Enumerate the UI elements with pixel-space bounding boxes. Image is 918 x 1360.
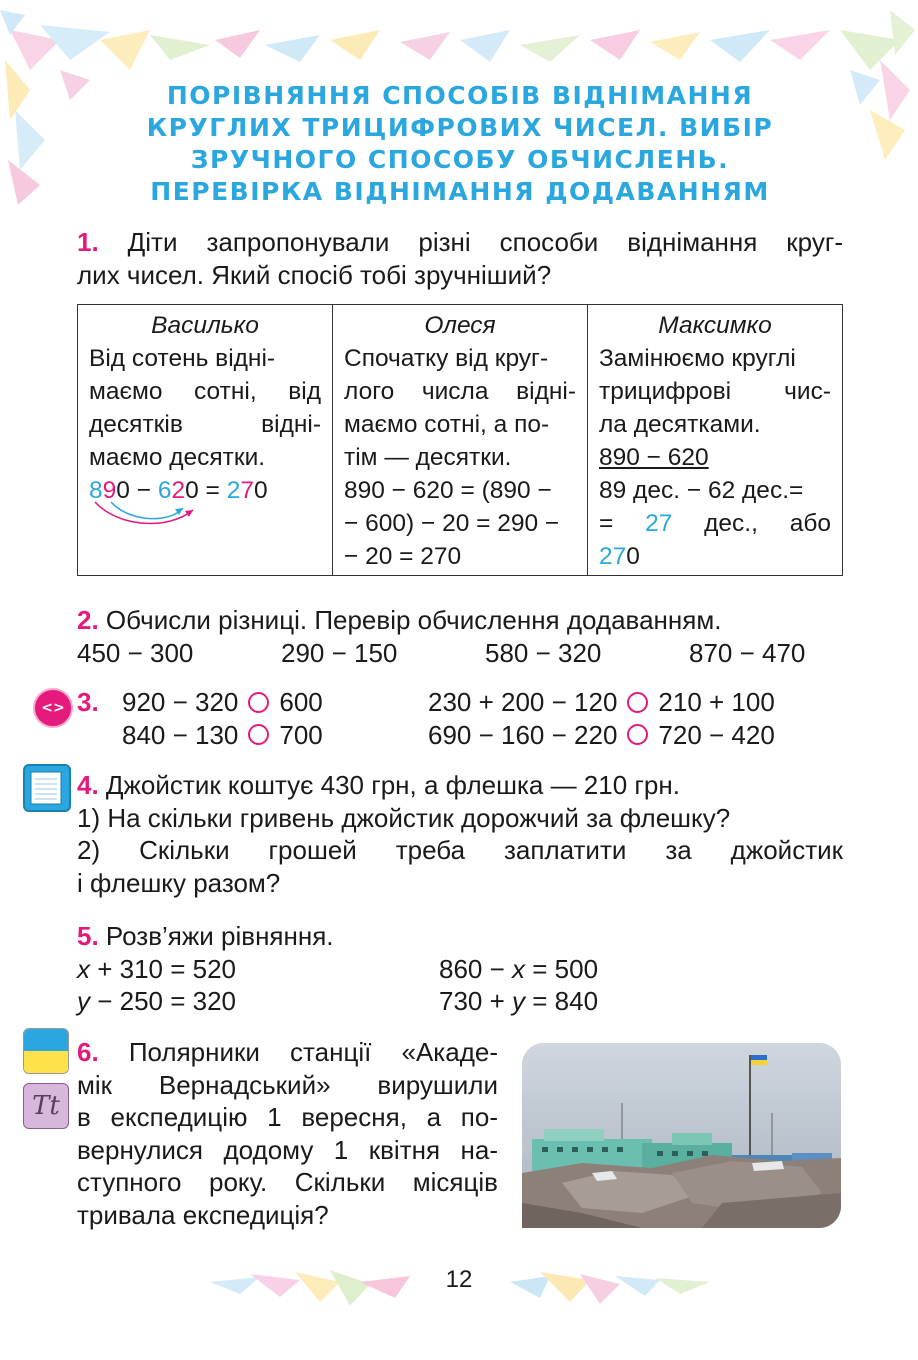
equation-1: x + 310 = 520 <box>77 953 237 984</box>
notebook-icon <box>23 764 71 812</box>
title-line-4: ПЕРЕВІРКА ВІДНІМАННЯ ДОДАВАННЯМ <box>150 177 770 206</box>
methods-table <box>77 304 843 576</box>
ex2-expr-3: 580 − 320 <box>485 637 602 668</box>
title-line-3: ЗРУЧНОГО СПОСОБУ ОБЧИСЛЕНЬ. <box>190 145 730 174</box>
olesia-line-7: − 20 = 270 <box>344 543 462 570</box>
comparison-icon: <> <box>33 688 73 728</box>
vasylko-line-2: маємо сотні, від <box>89 378 321 405</box>
ex3-row1-left: 920 − 320 600 <box>122 687 323 717</box>
maksymko-line-7: 270 <box>599 543 640 570</box>
exercise-5-number: 5. <box>77 921 99 951</box>
exercise-6-line-5: ступного року. Скільки місяців <box>77 1167 498 1197</box>
maksymko-line-2: трицифрові чис- <box>599 378 831 405</box>
page-number: 12 <box>445 1266 473 1293</box>
vasylko-cell <box>78 305 333 576</box>
exercise-6-line-4: вернулися додому 1 квітня на- <box>77 1134 498 1165</box>
ex2-expr-1: 450 − 300 <box>77 637 194 668</box>
vasylko-expression: 890 − 620 = 270 <box>89 474 321 507</box>
exercise-6-line-1: Полярники станції «Акаде- <box>128 1037 498 1067</box>
exercise-2-number: 2. <box>77 605 99 635</box>
exercise-2 <box>77 604 843 669</box>
exercise-6 <box>77 1036 498 1231</box>
exercise-5 <box>77 920 843 1018</box>
exercise-6-line-2: мік Вернадський» вирушили <box>77 1069 498 1100</box>
maksymko-line-1: Замінюємо круглі <box>599 345 796 372</box>
olesia-line-2: лого числа відні- <box>344 378 576 405</box>
olesia-name: Олеся <box>424 312 496 339</box>
exercise-1-text-line-2: лих чисел. Який спосіб тобі зручніший? <box>77 259 552 290</box>
maksymko-underlined-expression: 890 − 620 <box>599 444 709 471</box>
compare-circle[interactable] <box>248 692 269 713</box>
exercise-6-line-6: тривала експедиція? <box>77 1199 329 1230</box>
vasylko-name: Василько <box>151 312 259 339</box>
exercise-4-line-4: і флешку разом? <box>77 867 281 898</box>
exercise-1 <box>77 226 843 291</box>
equation-4: 730 + y = 840 <box>439 986 599 1016</box>
maksymko-name: Максимко <box>658 312 772 339</box>
vasylko-line-4: маємо десятки. <box>89 444 266 471</box>
exercise-4-number: 4. <box>77 770 99 800</box>
ex3-row2-left: 840 − 130 700 <box>122 719 323 750</box>
olesia-line-3: маємо сотні, а по- <box>344 411 550 438</box>
compare-circle[interactable] <box>627 692 648 713</box>
ex3-row1-right: 230 + 200 − 120 210 + 100 <box>428 687 775 717</box>
title-line-2: КРУГЛИХ ТРИЦИФРОВИХ ЧИСЕЛ. ВИБІР <box>146 113 774 142</box>
olesia-line-1: Спочатку від круг- <box>344 345 549 372</box>
exercise-3 <box>77 686 843 751</box>
equation-2: 860 − x = 500 <box>439 953 599 984</box>
ex2-expr-2: 290 − 150 <box>281 637 398 668</box>
compare-circle[interactable] <box>248 724 269 745</box>
text-style-icon: Tt <box>23 1083 69 1129</box>
maksymko-line-6: = 27 дес., або <box>599 510 831 537</box>
exercise-3-number: 3. <box>77 687 99 717</box>
exercise-1-text-line-1: Діти запропонували різні способи віднімання круг- <box>127 227 843 257</box>
exercise-4-line-1: Джойстик коштує 430 грн, а флешка — 210 грн. <box>105 770 680 800</box>
title-line-1: ПОРІВНЯННЯ СПОСОБІВ ВІДНІМАННЯ <box>166 81 754 110</box>
page-title <box>90 80 830 208</box>
olesia-cell <box>333 305 588 576</box>
exercise-6-line-3: в експедицію 1 вересня, а по- <box>77 1102 498 1132</box>
ex2-expr-4: 870 − 470 <box>689 637 806 668</box>
exercise-2-text: Обчисли різниці. Перевір обчислення додаванням. <box>105 605 722 635</box>
exercise-4 <box>77 769 843 899</box>
maksymko-cell <box>588 305 843 576</box>
subtraction-arrows-icon <box>89 498 219 534</box>
exercise-5-text: Розв’яжи рівняння. <box>105 921 334 951</box>
exercise-4-line-2: 1) На скільки гривень джойстик дорожчий за флешку? <box>77 802 731 833</box>
vasylko-line-3: десятків відні- <box>89 411 321 438</box>
olesia-line-6: − 600) − 20 = 290 − <box>344 510 560 537</box>
olesia-line-5: 890 − 620 = (890 − <box>344 477 552 504</box>
compare-circle[interactable] <box>627 724 648 745</box>
exercise-1-number: 1. <box>77 227 99 257</box>
ukraine-flag-icon <box>23 1028 69 1074</box>
maksymko-line-5: 89 дес. − 62 дес.= <box>599 477 804 504</box>
polar-station-photo <box>522 1043 841 1228</box>
ex3-row2-right: 690 − 160 − 220 720 − 420 <box>428 719 775 750</box>
maksymko-line-3: ла десятками. <box>599 411 761 438</box>
exercise-6-number: 6. <box>77 1037 99 1067</box>
exercise-4-line-3: 2) Скільки грошей треба заплатити за джойстик <box>77 835 843 865</box>
equation-3: y − 250 = 320 <box>77 986 237 1016</box>
olesia-line-4: тім — десятки. <box>344 444 512 471</box>
vasylko-line-1: Від сотень відні- <box>89 345 276 372</box>
